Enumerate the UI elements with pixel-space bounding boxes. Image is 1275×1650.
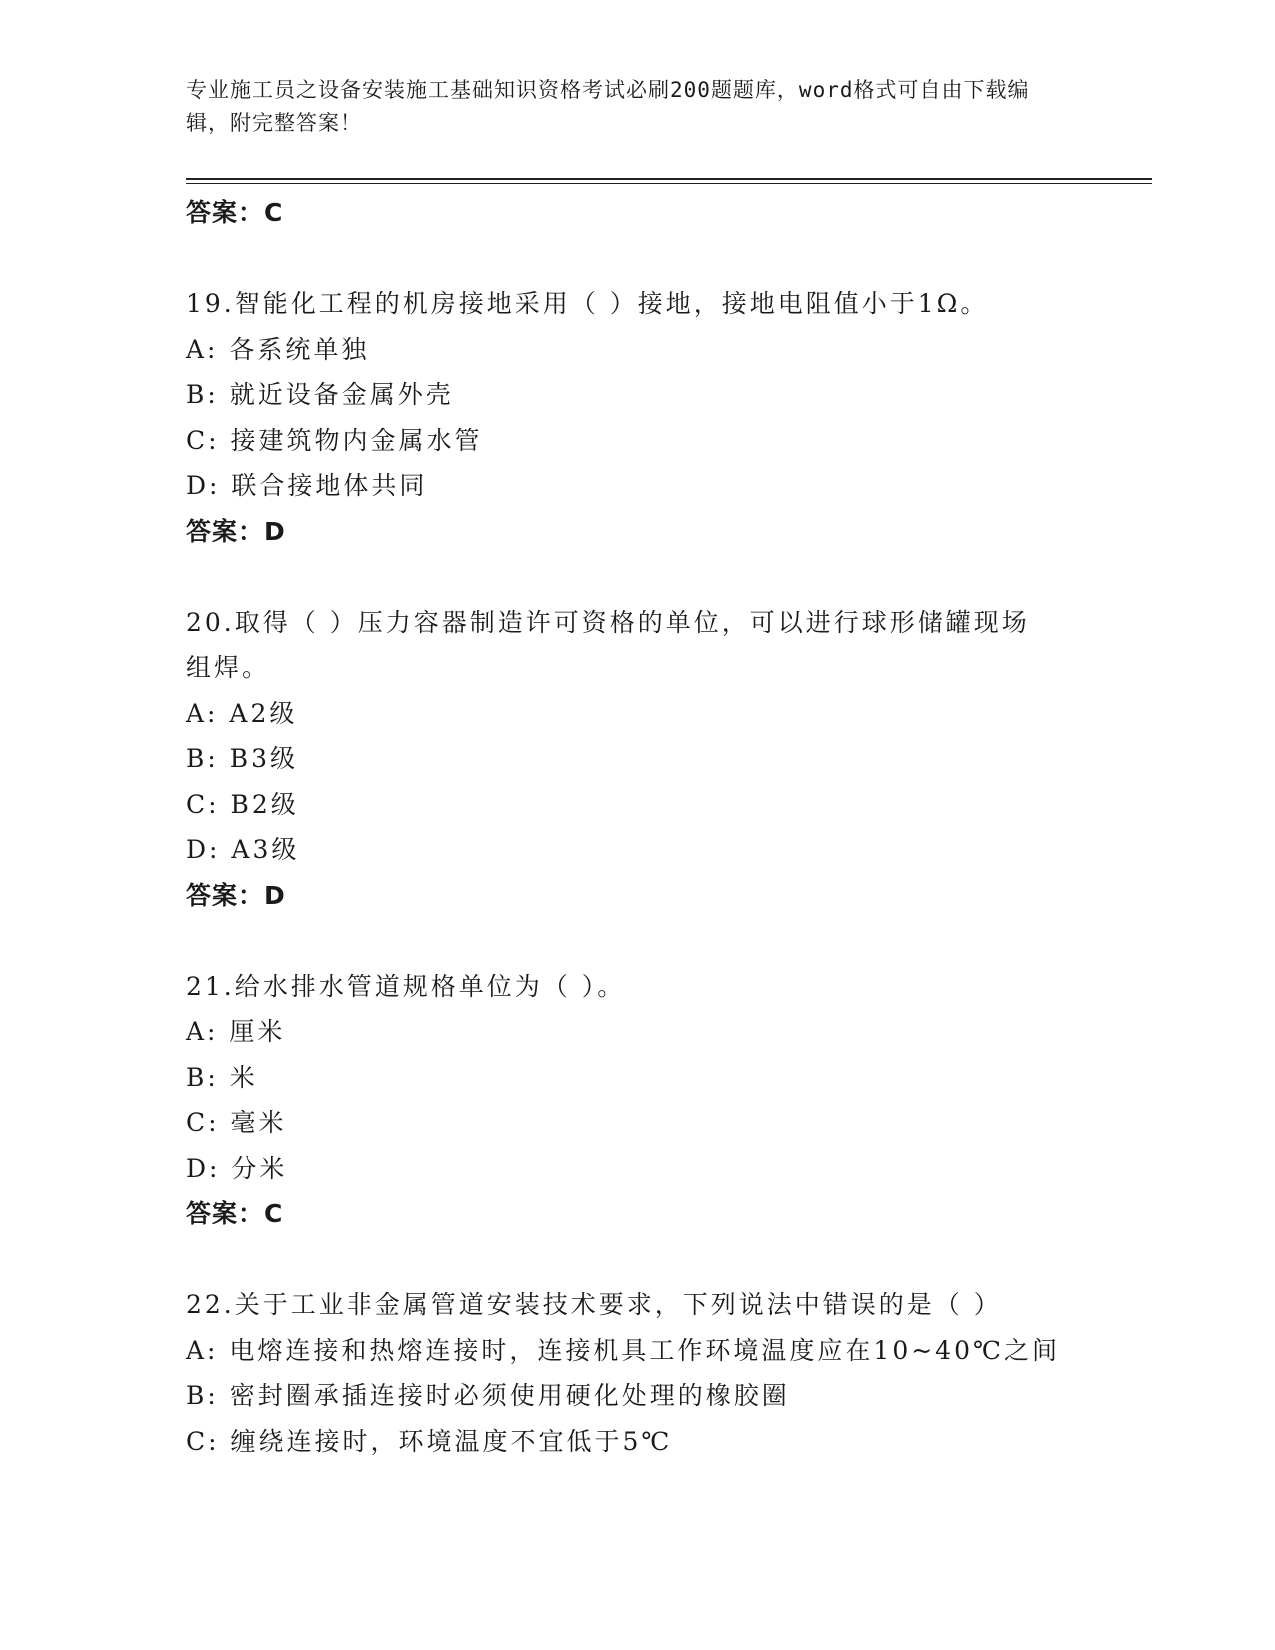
option-b: B: 就近设备金属外壳: [186, 380, 454, 409]
header-rule-thin: [186, 183, 1152, 184]
question-stem-21: 21.给水排水管道规格单位为（ ）。: [186, 971, 626, 1001]
option-c: C: 毫米: [186, 1108, 287, 1137]
option-c: C: 缠绕连接时，环境温度不宜低于5℃: [186, 1426, 673, 1456]
spacer: [186, 236, 1086, 282]
option-d: D: 联合接地体共同: [186, 471, 428, 500]
answer-line: 答案：D: [186, 516, 286, 546]
question-content: [186, 190, 1086, 1464]
spacer: [186, 1237, 1086, 1283]
page-header: [186, 74, 1066, 140]
spacer: [186, 554, 1086, 600]
header-text: 专业施工员之设备安装施工基础知识资格考试必刷200题题库，word格式可自由下载编辑，附完整答案！: [186, 78, 1030, 135]
option-c: C: 接建筑物内金属水管: [186, 425, 483, 455]
header-rule-thick: [186, 178, 1152, 180]
option-a: A: 电熔连接和热熔连接时，连接机具工作环境温度应在10~40℃之间: [186, 1335, 1060, 1365]
option-d: D: 分米: [186, 1153, 288, 1183]
answer-line: 答案：D: [186, 880, 286, 910]
spacer: [186, 918, 1086, 964]
question-stem-20-line1: 20.取得（ ）压力容器制造许可资格的单位，可以进行球形储罐现场: [186, 607, 1030, 637]
option-b: B: 米: [186, 1062, 258, 1092]
option-c: C: B2级: [186, 789, 299, 819]
answer-line: 答案：C: [186, 198, 284, 227]
option-a: A: A2级: [186, 698, 298, 728]
question-stem-20-line2: 组焊。: [186, 653, 271, 682]
option-d: D: A3级: [186, 835, 300, 864]
question-stem-22: 22.关于工业非金属管道安装技术要求，下列说法中错误的是（ ）: [186, 1290, 1002, 1319]
option-b: B: 密封圈承插连接时必须使用硬化处理的橡胶圈: [186, 1381, 790, 1410]
option-a: A: 厘米: [186, 1017, 286, 1046]
answer-line: 答案：C: [186, 1199, 284, 1228]
question-stem-19: 19.智能化工程的机房接地采用（ ）接地，接地电阻值小于1Ω。: [186, 289, 989, 318]
option-b: B: B3级: [186, 744, 299, 773]
option-a: A: 各系统单独: [186, 334, 370, 364]
